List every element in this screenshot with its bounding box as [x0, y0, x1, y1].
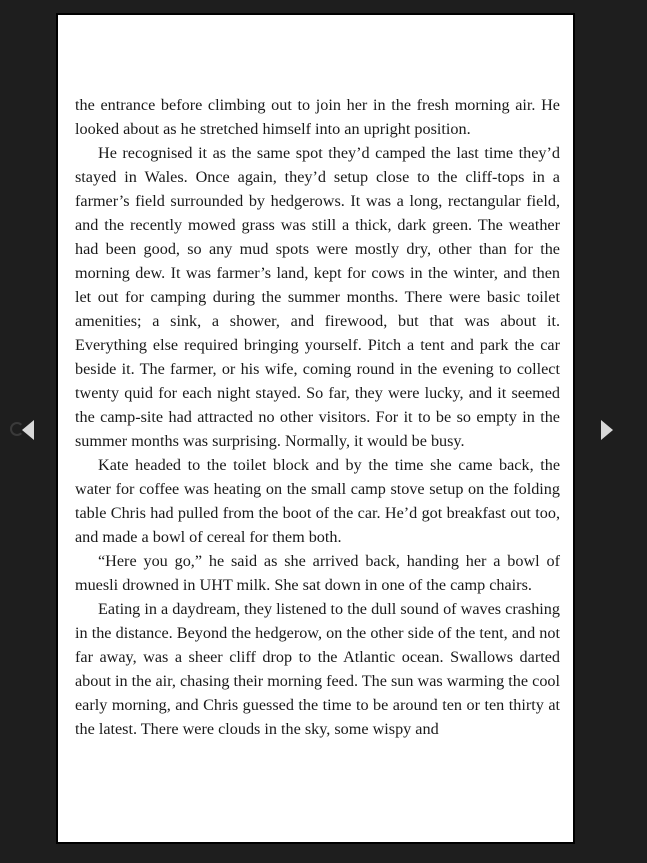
- paragraph: the entrance before climbing out to join her in the fresh morning air. He looked about as he stretched himself into an upright position.: [75, 96, 560, 138]
- next-page-button[interactable]: [596, 419, 618, 441]
- paragraph: He recognised it as the same spot they’d camped the last time they’d stayed in Wales. Once again, they’d setup close to the cliff-tops in a farmer’s field surrounded by hedgerows. It was a long, rectangular field, and the recently mowed grass was still a thick, dark green. The weather had been good, so any mud spots were mostly dry, other than for the morning dew. It was farmer’s land, kept for cows in the winter, and then let out for camping during the summer months. There were basic toilet amenities; a sink, a shower, and firewood, but that was about it. Everything else required bringing yourself. Pitch a tent and park the car beside it. The farmer, or his wife, coming round in the evening to collect twenty quid for each night stayed. So far, they were lucky, and it seemed the camp-site had attracted no other visitors. For it to be so empty in the summer months was surprising. Normally, it would be busy.: [75, 144, 560, 450]
- paragraph: Kate headed to the toilet block and by the time she came back, the water for coffee was heating on the small camp stove setup on the folding table Chris had pulled from the boot of the car. He’d got breakfast out too, and made a bowl of cereal for them both.: [75, 456, 560, 546]
- page-text: [75, 93, 560, 741]
- book-page: [56, 13, 575, 844]
- triangle-left-icon: [17, 419, 39, 441]
- triangle-right-icon: [596, 419, 618, 441]
- paragraph: Eating in a daydream, they listened to the dull sound of waves crashing in the distance. Beyond the hedgerow, on the other side of the tent, and not far away, was a sheer cliff drop to the Atlantic ocean. Swallows darted about in the air, chasing their morning feed. The sun was warming the cool early morning, and Chris guessed the time to be around ten or ten thirty at the latest. There were clouds in the sky, some wispy and: [75, 600, 560, 738]
- previous-page-button[interactable]: [17, 419, 39, 441]
- paragraph: “Here you go,” he said as she arrived back, handing her a bowl of muesli drowned in UHT milk. She sat down in one of the camp chairs.: [75, 552, 560, 594]
